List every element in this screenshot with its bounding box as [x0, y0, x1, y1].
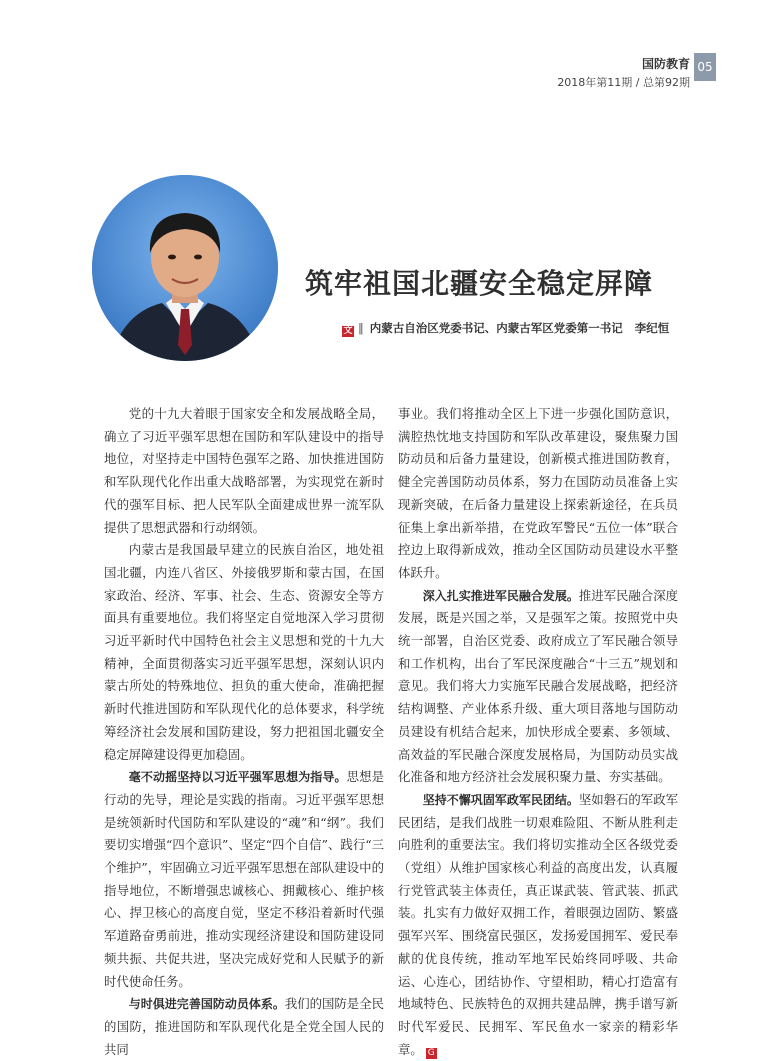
paragraph-body: 思想是行动的先导，理论是实践的指南。习近平强军思想是统领新时代国防和军队建设的“魂”和“纲”。我们要切实增强“四个意识”、坚定“四个自信”、践行“三个维护”，牢固确立习近平强军思想在部队建设中的指导地位，不断增强忠诚核心、拥戴核心、维护核心、捍卫核心的高度自觉，坚定不移沿着新时代强军道路奋勇前进，推动实现经济建设和国防建设同频共振、共促共进，坚决完成好党和人民赋予的新时代使命任务。 — [104, 769, 384, 989]
page-number: 05 — [694, 53, 716, 81]
left-column — [104, 403, 384, 1061]
paragraph — [398, 789, 678, 1061]
author-portrait — [92, 175, 278, 361]
paragraph: 事业。我们将推动全区上下进一步强化国防意识，满腔热忱地支持国防和军队改革建设，聚焦聚力国防动员和后备力量建设，创新模式推进国防教育，健全完善国防动员体系，努力在国防动员准备上实现新突破，在后备力量建设上探索新途径，在兵员征集上拿出新举措，在党政军警民“五位一体”联合控边上取得新成效，推动全区国防动员建设水平整体跃升。 — [398, 406, 678, 580]
right-column — [398, 403, 678, 1061]
section-lead: 与时俱进完善国防动员体系。 — [128, 997, 285, 1012]
paragraph — [104, 766, 384, 993]
section-lead: 毫不动摇坚持以习近平强军思想为指导。 — [128, 770, 347, 785]
portrait-illustration — [92, 175, 278, 361]
byline-separator: ‖ — [358, 321, 364, 335]
paragraph-body: 推进军民融合深度发展，既是兴国之举，又是强军之策。按照党中央统一部署，自治区党委、政府成立了军民融合领导和工作机构，出台了军民深度融合“十三五”规划和意见。我们将大力实施军民融合发展战略，把经济结构调整、产业体系升级、重大项目落地与国防动员建设有机结合起来，加快形成全要素、多领域、高效益的军民融合深度发展格局，为国防动员实战化准备和地方经济社会发展积聚力量、夯实基础。 — [398, 587, 678, 785]
author-name: 李纪恒 — [634, 321, 670, 335]
article-title: 筑牢祖国北疆安全稳定屏障 — [305, 267, 654, 300]
author-role: 内蒙古自治区党委书记、内蒙古军区党委第一书记 — [369, 321, 623, 335]
paragraph-body: 我们的国防是全民的国防，推进国防和军队现代化是全党全国人民的共同 — [104, 996, 384, 1057]
end-mark-icon: G — [426, 1048, 437, 1059]
byline — [342, 320, 722, 337]
page-header — [557, 55, 690, 90]
byline-mark: 文 — [343, 326, 353, 336]
paragraph: 内蒙古是我国最早建立的民族自治区，地处祖国北疆，内连八省区、外接俄罗斯和蒙古国，在国家政治、经济、军事、社会、生态、资源安全等方面具有重要地位。我们将坚定自觉地深入学习贯彻习近平新时代中国特色社会主义思想和党的十九大精神，全面贯彻落实习近平强军思想，深刻认识内蒙古所处的特殊地位、担负的重大使命，准确把握新时代推进国防和军队现代化的总体要求，科学统筹经济社会发展和国防建设，努力把祖国北疆安全稳定屏障建设得更加稳固。 — [104, 542, 384, 762]
section-lead: 深入扎实推进军民融合发展。 — [422, 588, 579, 603]
paragraph-body: 坚如磐石的军政军民团结，是我们战胜一切艰难险阻、不断从胜利走向胜利的重要法宝。我们将切实推动全区各级党委（党组）从维护国家核心利益的高度出发，认真履行党管武装主体责任，真正谋武装、管武装、抓武装。扎实有力做好双拥工作，着眼强边固防、繁盛强军兴军、围绕富民强区，发扬爱国拥军、爱民奉献的优良传统，推动军地军民始终同呼吸、共命运、心连心，团结协作、守望相助，精心打造富有地域特色、民族特色的双拥共建品牌，携手谱写新时代军爱民、民拥军、军民鱼水一家亲的精彩华章。 — [398, 791, 678, 1057]
paragraph — [104, 993, 384, 1061]
magazine-name: 国防教育 — [641, 57, 690, 71]
issue-info: 2018年第11期 / 总第92期 — [557, 76, 690, 89]
paragraph — [398, 585, 678, 789]
paragraph: 党的十九大着眼于国家安全和发展战略全局，确立了习近平强军思想在国防和军队建设中的指导地位，对坚持走中国特色强军之路、加快推进国防和军队现代化作出重大战略部署，为实现党在新时代的强军目标、把人民军队全面建成世界一流军队提供了思想武器和行动纲领。 — [104, 406, 384, 535]
section-lead: 坚持不懈巩固军政军民团结。 — [422, 792, 579, 807]
